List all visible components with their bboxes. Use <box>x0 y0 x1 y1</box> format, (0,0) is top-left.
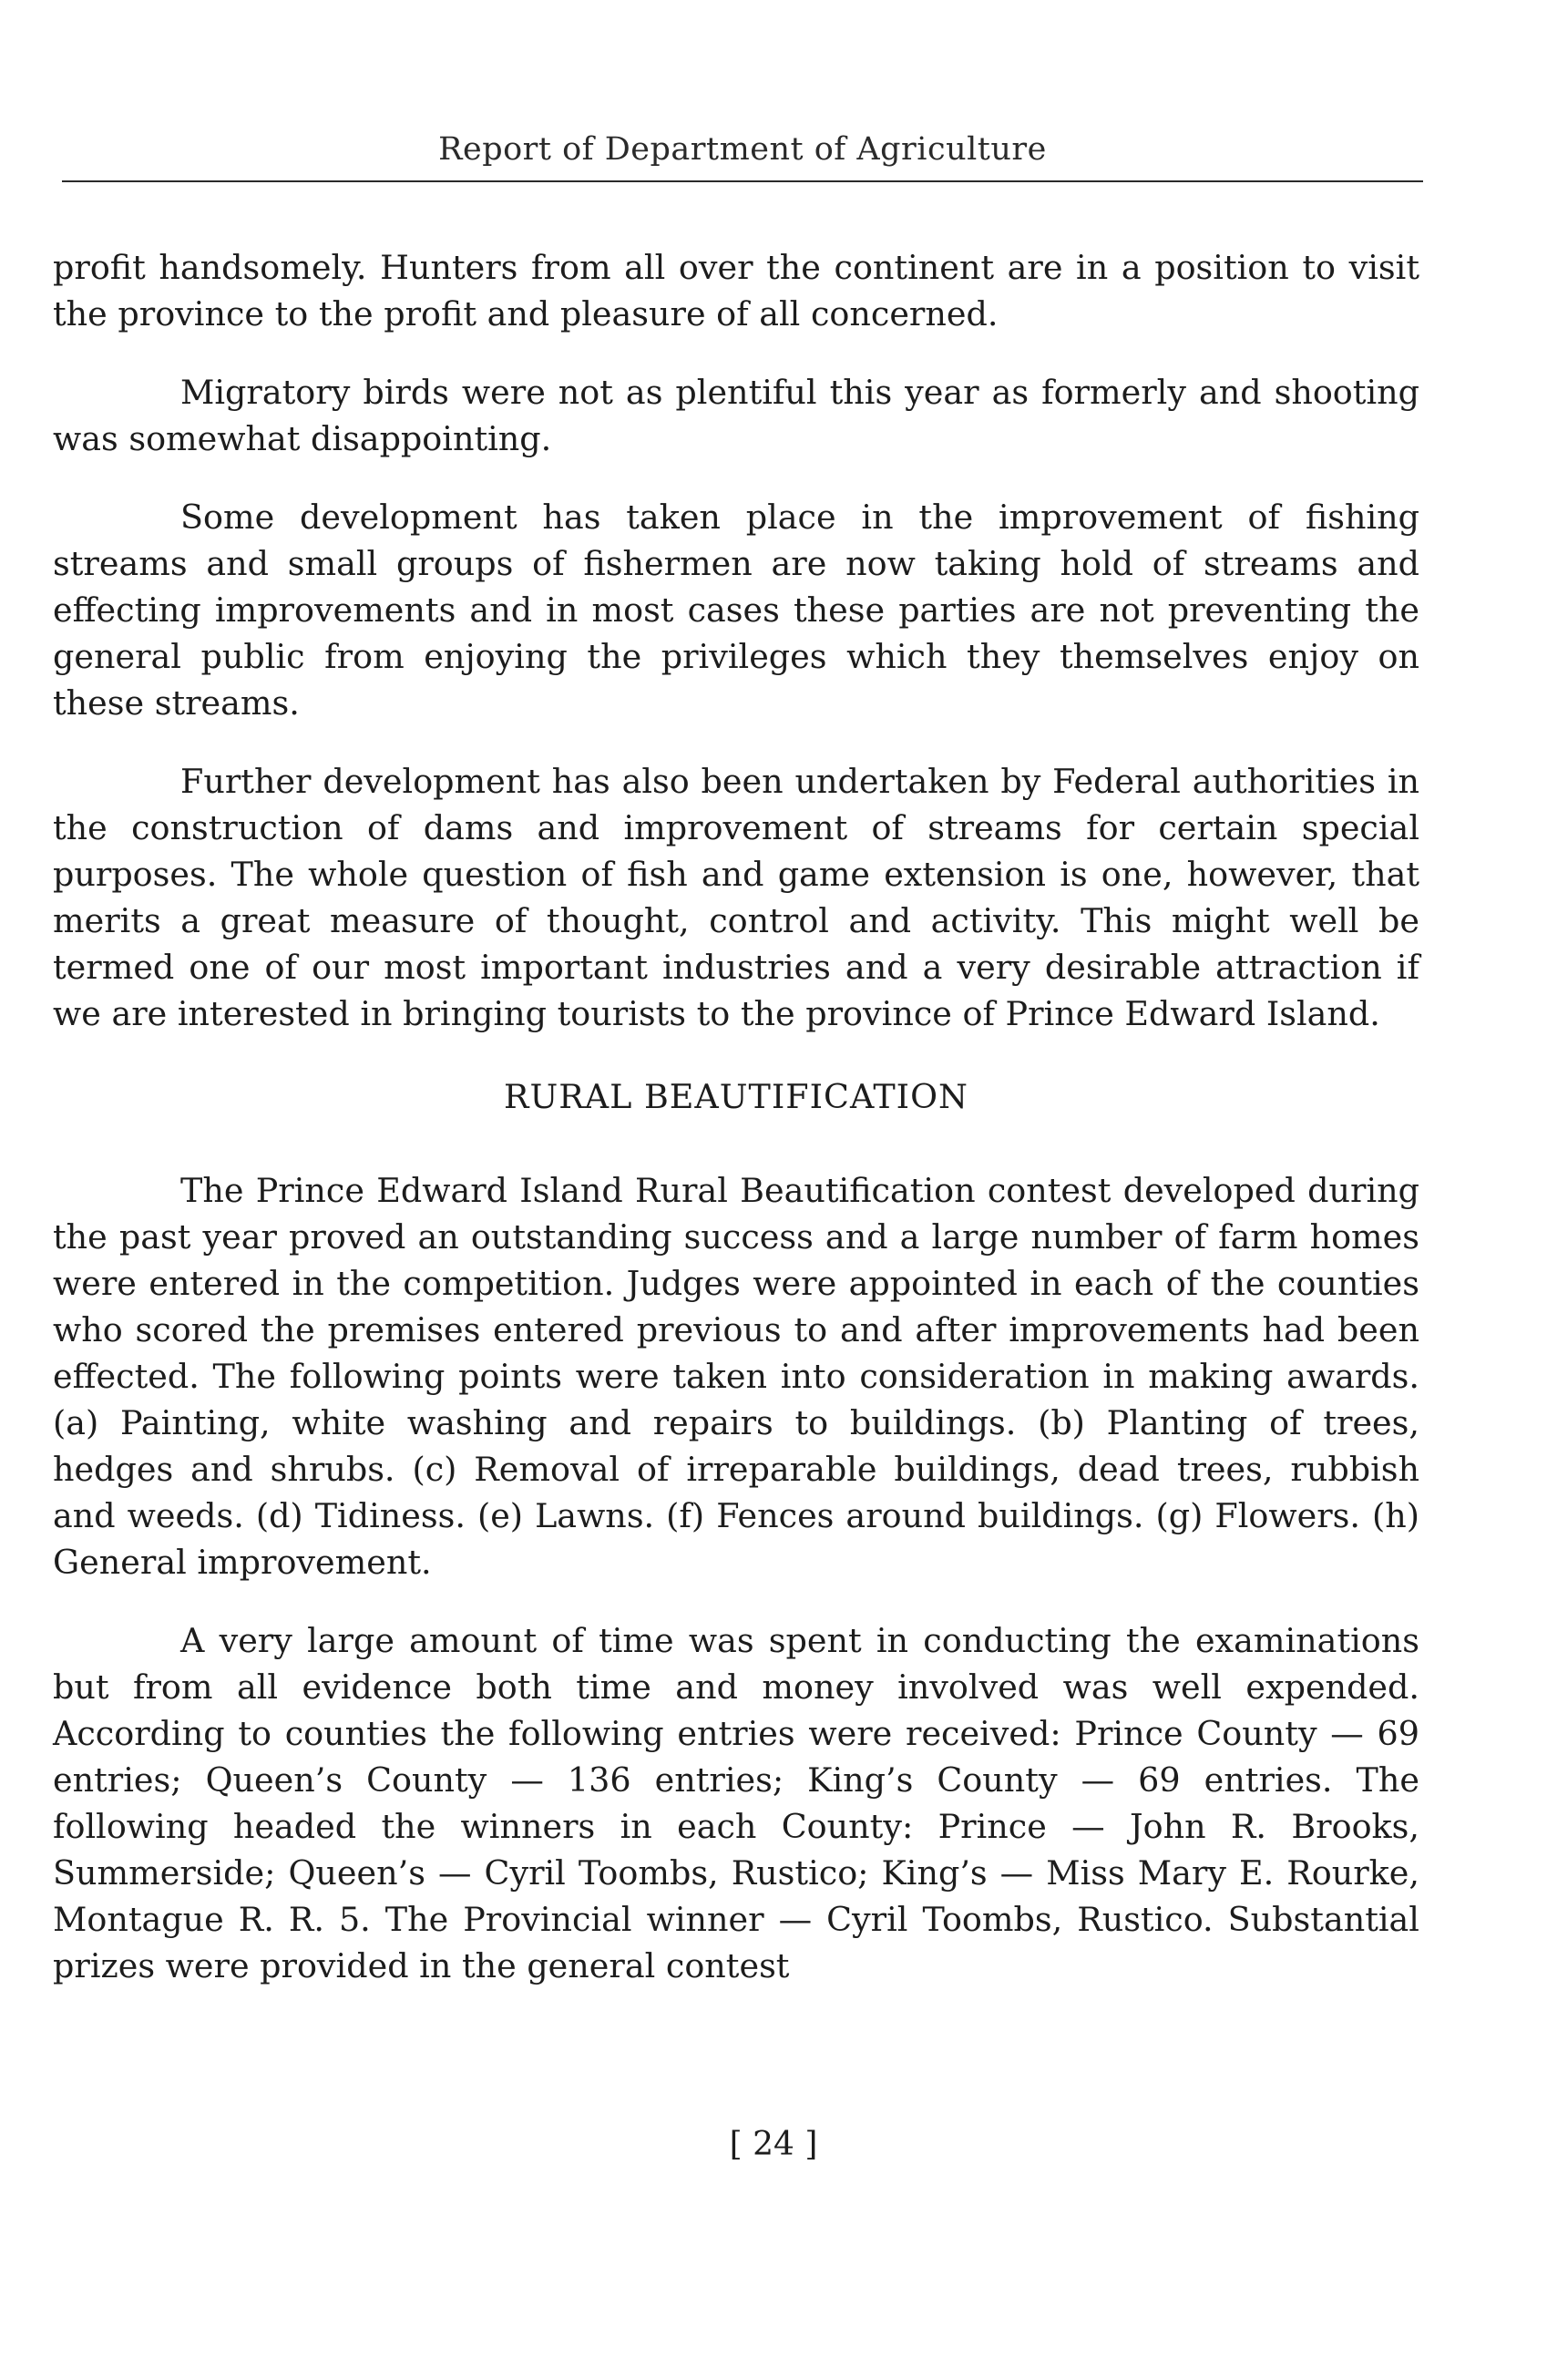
page-number: [ 24 ] <box>729 2126 818 2163</box>
paragraph-federal-development: Further development has also been undertaken by Federal authorities in the construction of dams and improvement of streams for certain special purposes. The whole question of fish and game extension is one, however, that merits a great measure of thought, control and activity. This might well be termed one of our most important industries and a very desirable attraction if we are interested in bringing tourists to the province of Prince Edward Island. <box>53 762 1419 1033</box>
section-heading: RURAL BEAUTIFICATION <box>504 1077 968 1116</box>
paragraph-beautification-contest: The Prince Edward Island Rural Beautification contest developed during the past year proved an outstanding success and a large number of farm homes were entered in the competition. Judges were appointed in each of the counties who scored the premises entered previous to and after improvements had been effected. The following points were taken into consideration in making awards. (a) Painting, white washing and repairs to buildings. (b) Planting of trees, hedges and shrubs. (c) Removal of irreparable buildings, dead trees, rubbish and weeds. (d) Tidiness. (e) Lawns. (f) Fences around buildings. (g) Flowers. (h) General improvement. <box>53 1171 1419 1582</box>
header-rule <box>62 180 1423 182</box>
paragraph-entries-winners: A very large amount of time was spent in conducting the examinations but from all evidence both time and money involved was well expended. According to counties the following entries were received: Prince County — 69 entries; Queen’s County — 136 entries; King’s County — 69 entries. The following headed the winners in each County: Prince — John R. Brooks, Summerside; Queen’s — Cyril Toombs, Rustico; King’s — Miss Mary E. Rourke, Montague R. R. 5. The Provincial winner — Cyril Toombs, Rustico. Substantial prizes were provided in the general contest <box>53 1621 1419 1985</box>
paragraph-fishing-streams: Some development has taken place in the improvement of fishing streams and small groups of fishermen are now taking hold of streams and effecting improvements and in most cases these parties are not preventing the general public from enjoying the privileges which they themselves enjoy on these streams. <box>53 498 1419 723</box>
body-text <box>53 244 1419 2021</box>
paragraph-migratory-birds: Migratory birds were not as plentiful this year as formerly and shooting was somewhat disappointing. <box>53 373 1419 458</box>
running-head: Report of Department of Agriculture <box>438 131 1047 168</box>
paragraph-continued: profit handsomely. Hunters from all over the continent are in a position to visit the province to the profit and pleasure of all concerned. <box>53 248 1419 333</box>
